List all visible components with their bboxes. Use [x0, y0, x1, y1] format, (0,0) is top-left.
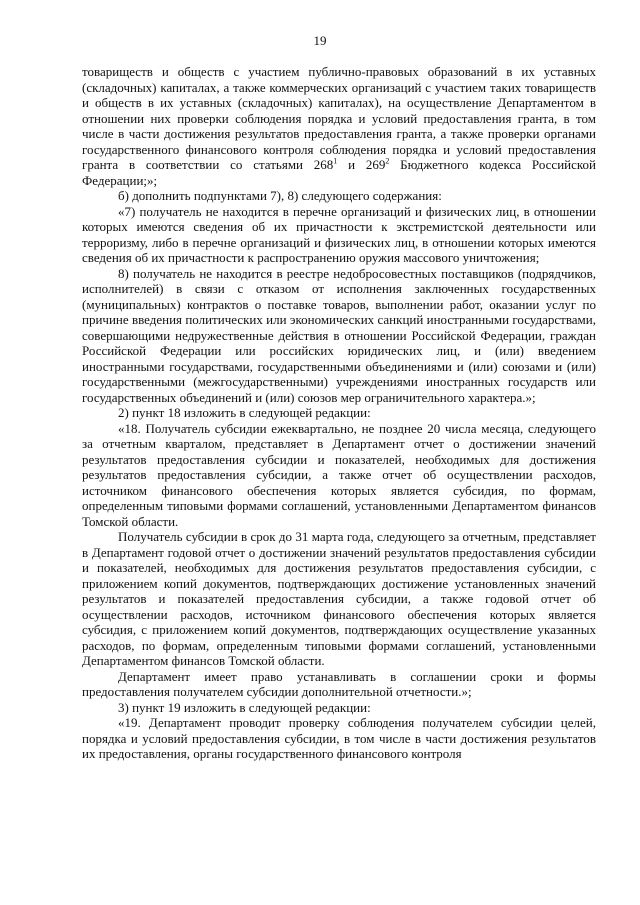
paragraph-6: «18. Получатель субсидии ежеквартально, не позднее 20 числа месяца, следующего за отчетным кварталом, представляет в Департамент отчет о достижении значений результатов предоставления субсидии и показателей, необходимых для достижения результатов предоставления субсидии, а также отчет об осуществлении расходов, источником финансового обеспечения которых является субсидия, по формам, определенным типовыми формами соглашений, установленными Департаментом финансов Томской области. [82, 420, 596, 529]
paragraph-8: Департамент имеет право устанавливать в соглашении сроки и формы предоставления получателем субсидии дополнительной отчетности.»; [82, 668, 596, 699]
paragraph-7: Получатель субсидии в срок до 31 марта года, следующего за отчетным, представляет в Департамент годовой отчет о достижении значений результатов предоставления субсидии и показателей, необходимых для достижения результатов предоставления субсидии, с приложением копий документов, подтверждающих достижение установленных значений результатов и показателей предоставления субсидии, а также годовой отчет об осуществлении расходов, источником финансового обеспечения которых является субсидия, с приложением копий документов, подтверждающих осуществление указанных расходов, по формам, определенным типовыми формами соглашений, установленными Департаментом финансов Томской области. [82, 529, 596, 668]
paragraph-4: 8) получатель не находится в реестре недобросовестных поставщиков (подрядчиков, исполнителей) в связи с отказом от исполнения заключенных государственных (муниципальных) контрактов о поставке товаров, выполнении работ, оказании услуг по причине введения политических или экономических санкций иностранными государствами, совершающими недружественные действия в отношении Российской Федерации, граждан Российской Федерации или российских юридических лиц, и (или) введением иностранными государствами, государственными объединениями и (или) союзами и (или) государственными (межгосударственными) учреждениями иностранных государств или государственных объединений и (или) союзов мер ограничительного характера.»; [82, 265, 596, 405]
paragraph-3: «7) получатель не находится в перечне организаций и физических лиц, в отношении которых имеются сведения об их причастности к экстремистской деятельности или терроризму, либо в перечне организаций и физических лиц, в отношении которых имеются сведения об их причастности к распространению оружия массового уничтожения; [82, 203, 596, 265]
paragraph-2: б) дополнить подпунктами 7), 8) следующего содержания: [118, 188, 442, 203]
superscript: 1 [333, 156, 338, 166]
paragraph-5: 2) пункт 18 изложить в следующей редакции: [118, 405, 371, 420]
superscript: 2 [385, 156, 390, 166]
paragraph-10: «19. Департамент проводит проверку соблюдения получателем субсидии целей, порядка и условий предоставления субсидии, в том числе в части достижения результатов их предоставления, органы государственного финансового контроля [82, 715, 596, 761]
paragraph-9: 3) пункт 19 изложить в следующей редакции: [118, 699, 371, 715]
document-body [82, 64, 596, 762]
page-number: 19 [313, 33, 327, 48]
paragraph-1: товариществ и обществ с участием публично-правовых образований в их уставных (складочных) капиталах, а также коммерческих организаций с участием таких товариществ и обществ в их уставных (складочных) капиталах), на осуществление Департаментом в отношении них проверки соблюдения порядка и условий предоставления гранта, в том числе в части достижения результатов предоставления гранта, а также проверки органами государственного финансового контроля соблюдения порядка и условий предоставления гранта в соответствии со статьями $268^1$ и $269^2$ Бюджетного кодекса Российской Федерации;»; [82, 64, 596, 188]
